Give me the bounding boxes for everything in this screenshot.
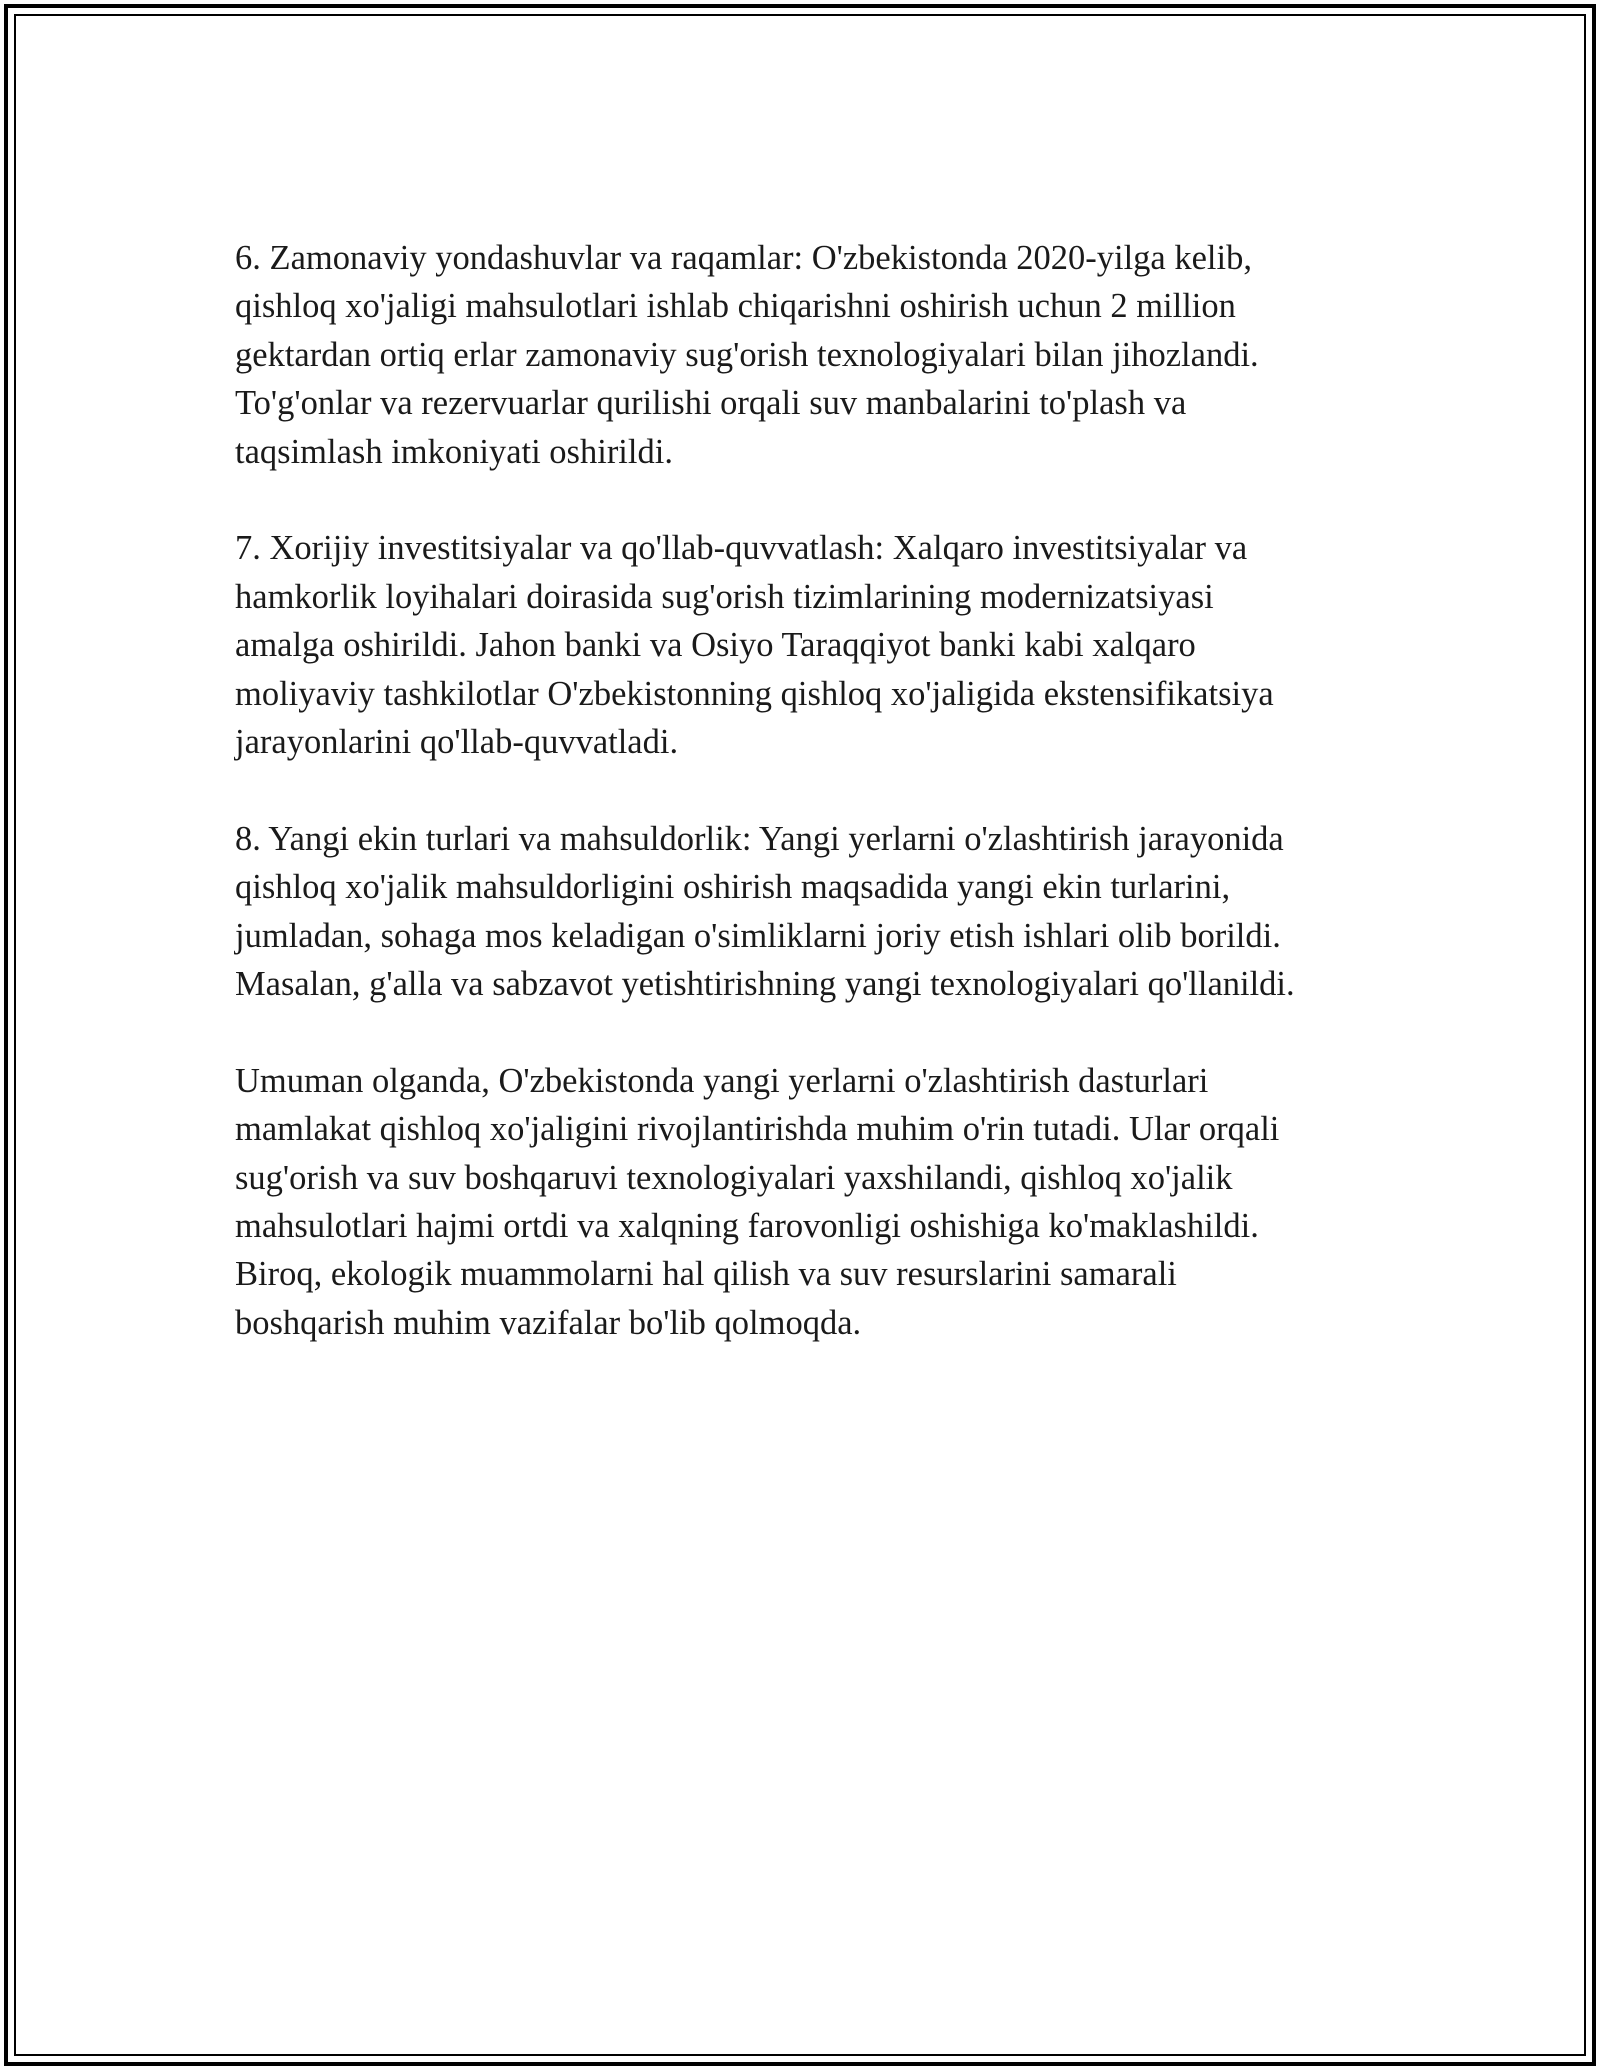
text-line: Umuman olganda, O'zbekistonda yangi yerlarni o'zlashtirish dasturlari [235, 1061, 1209, 1100]
paragraph-8-new-crops [235, 815, 1415, 1009]
text-line: qishloq xo'jaligi mahsulotlari ishlab chiqarishni oshirish uchun 2 million [235, 287, 1236, 326]
text-line: mahsulotlari hajmi ortdi va xalqning farovonligi oshishiga ko'maklashildi. [235, 1207, 1259, 1246]
text-line: Masalan, g'alla va sabzavot yetishtirishning yangi texnologiyalari qo'llanildi. [235, 965, 1295, 1004]
text-line: jumladan, sohaga mos keladigan o'simliklarni joriy etish ishlari olib borildi. [235, 916, 1281, 955]
text-line: gektardan ortiq erlar zamonaviy sug'orish texnologiyalari bilan jihozlandi. [235, 335, 1259, 374]
text-line: qishloq xo'jalik mahsuldorligini oshirish maqsadida yangi ekin turlarini, [235, 868, 1231, 907]
text-line: 7. Xorijiy investitsiyalar va qo'llab-quvvatlash: Xalqaro investitsiyalar va [235, 529, 1248, 568]
text-line: mamlakat qishloq xo'jaligini rivojlantirishda muhim o'rin tutadi. Ular orqali [235, 1110, 1280, 1149]
paragraph-conclusion [235, 1057, 1415, 1347]
paragraph-6-modern-approaches [235, 234, 1415, 476]
text-line: 8. Yangi ekin turlari va mahsuldorlik: Yangi yerlarni o'zlashtirish jarayonida [235, 819, 1284, 858]
text-line: To'g'onlar va rezervuarlar qurilishi orqali suv manbalarini to'plash va [235, 384, 1187, 423]
text-line: sug'orish va suv boshqaruvi texnologiyalari yaxshilandi, qishloq xo'jalik [235, 1158, 1233, 1197]
paragraph-7-foreign-investment [235, 524, 1415, 766]
text-line: jarayonlarini qo'llab-quvvatladi. [235, 723, 679, 762]
text-line: moliyaviy tashkilotlar O'zbekistonning qishloq xo'jaligida ekstensifikatsiya [235, 674, 1274, 713]
document-body [235, 234, 1415, 1396]
text-line: boshqarish muhim vazifalar bo'lib qolmoqda. [235, 1303, 862, 1342]
text-line: amalga oshirildi. Jahon banki va Osiyo Taraqqiyot banki kabi xalqaro [235, 626, 1196, 665]
text-line: taqsimlash imkoniyati oshirildi. [235, 432, 673, 471]
text-line: Biroq, ekologik muammolarni hal qilish va suv resurslarini samarali [235, 1255, 1177, 1294]
text-line: 6. Zamonaviy yondashuvlar va raqamlar: O'zbekistonda 2020-yilga kelib, [235, 239, 1252, 277]
text-line: hamkorlik loyihalari doirasida sug'orish tizimlarining modernizatsiyasi [235, 577, 1214, 616]
